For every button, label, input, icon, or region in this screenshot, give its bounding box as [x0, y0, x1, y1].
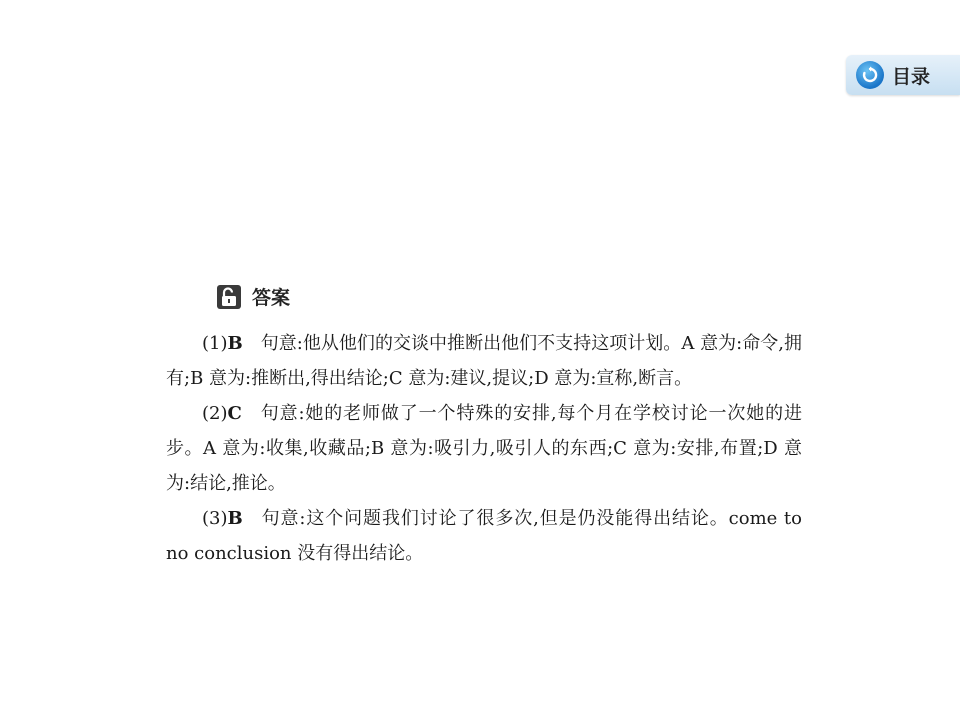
answer-title: 答案: [252, 287, 291, 309]
answer-item: (2)C 句意:她的老师做了一个特殊的安排,每个月在学校讨论一次她的进步。A 意为:收集,收藏品;B 意为:吸引力,吸引人的东西;C 意为:安排,布置;D 意为:结论,推论。: [166, 403, 802, 494]
answer-item: (1)B 句意:他从他们的交谈中推断出他们不支持这项计划。A 意为:命令,拥有;B 意为:推断出,得出结论;C 意为:建议,提议;D 意为:宣称,断言。: [166, 333, 802, 389]
toc-button[interactable]: [846, 55, 960, 95]
answer-body: [166, 326, 802, 571]
answer-item: (3)B 句意:这个问题我们讨论了很多次,但是仍没能得出结论。come to no conclusion 没有得出结论。: [166, 508, 802, 564]
toc-label: 目录: [892, 65, 931, 88]
unlock-icon: [216, 284, 242, 310]
refresh-icon: [856, 61, 884, 89]
answer-heading: [216, 283, 290, 310]
